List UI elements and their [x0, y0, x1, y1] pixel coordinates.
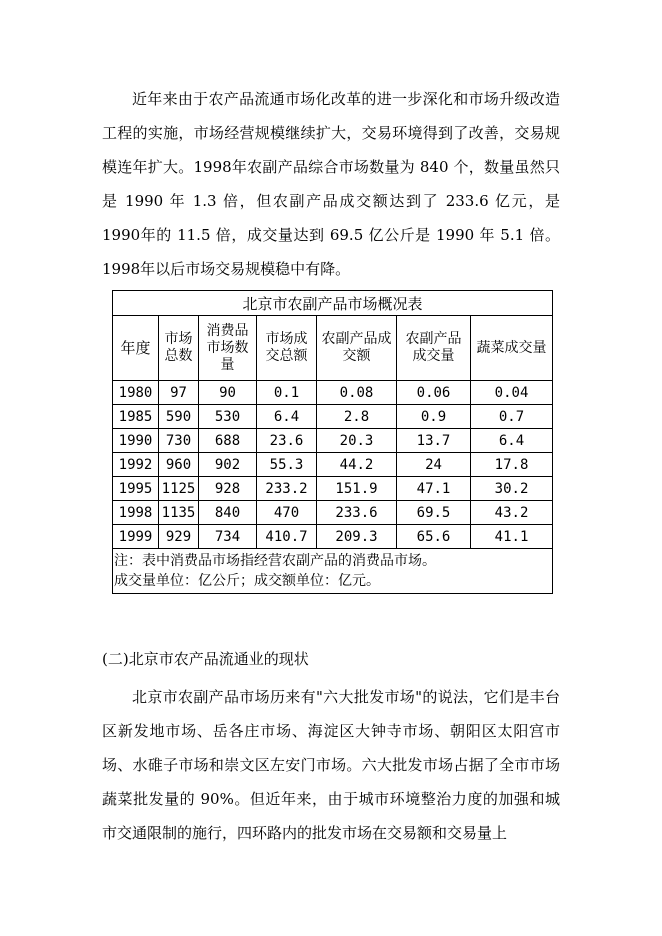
table-cell: 41.1 — [471, 525, 553, 549]
table-cell: 55.3 — [257, 453, 317, 477]
table-cell: 209.3 — [317, 525, 397, 549]
table-body — [113, 381, 553, 549]
table-cell: 6.4 — [471, 429, 553, 453]
table-cell: 20.3 — [317, 429, 397, 453]
table-cell: 688 — [199, 429, 257, 453]
table-cell: 470 — [257, 501, 317, 525]
table-cell: 47.1 — [397, 477, 471, 501]
table-cell: 1985 — [113, 405, 159, 429]
table-cell: 97 — [159, 381, 199, 405]
table-cell: 0.08 — [317, 381, 397, 405]
column-header: 农副产品成交额 — [317, 316, 397, 381]
table-row — [113, 405, 553, 429]
table-cell: 928 — [199, 477, 257, 501]
table-cell: 1992 — [113, 453, 159, 477]
table-cell: 1995 — [113, 477, 159, 501]
table-cell: 1135 — [159, 501, 199, 525]
column-header: 消费品市场数量 — [199, 316, 257, 381]
table-cell: 43.2 — [471, 501, 553, 525]
table-cell: 590 — [159, 405, 199, 429]
intro-paragraph: 近年来由于农产品流通市场化改革的进一步深化和市场升级改造工程的实施，市场经营规模继续扩大，交易环境得到了改善，交易规模连年扩大。1998年农副产品综合市场数量为 840 个，数量虽然只是 1990 年 1.3 倍，但农副产品成交额达到了 233.6 亿元，是 1990年的 11.5 倍，成交量达到 69.5 亿公斤是 1990 年 5.1 倍。1998年以后市场交易规模稳中有降。 — [102, 90, 560, 278]
table-header-row — [113, 316, 553, 381]
table-cell: 30.2 — [471, 477, 553, 501]
table-note-line: 成交量单位：亿公斤；成交额单位：亿元。 — [114, 573, 380, 589]
table-cell: 44.2 — [317, 453, 397, 477]
table-cell: 902 — [199, 453, 257, 477]
table-row — [113, 453, 553, 477]
table-cell: 1990 — [113, 429, 159, 453]
table-row — [113, 501, 553, 525]
table-cell: 1125 — [159, 477, 199, 501]
column-header: 市场成交总额 — [257, 316, 317, 381]
table-cell: 530 — [199, 405, 257, 429]
table-cell: 90 — [199, 381, 257, 405]
column-header: 蔬菜成交量 — [471, 316, 553, 381]
table-row — [113, 477, 553, 501]
column-header: 农副产品成交量 — [397, 316, 471, 381]
table-title: 北京市农副产品市场概况表 — [113, 291, 553, 316]
table-cell: 0.9 — [397, 405, 471, 429]
table-cell: 2.8 — [317, 405, 397, 429]
table-cell: 0.06 — [397, 381, 471, 405]
table-cell: 0.04 — [471, 381, 553, 405]
table-cell: 13.7 — [397, 429, 471, 453]
table-row — [113, 381, 553, 405]
table-cell: 1980 — [113, 381, 159, 405]
table-cell: 730 — [159, 429, 199, 453]
table-cell: 0.7 — [471, 405, 553, 429]
table-cell: 17.8 — [471, 453, 553, 477]
table-cell: 24 — [397, 453, 471, 477]
table-cell: 69.5 — [397, 501, 471, 525]
table-row — [113, 525, 553, 549]
table-cell: 1999 — [113, 525, 159, 549]
body-paragraph: 北京市农副产品市场历来有"六大批发市场"的说法，它们是丰台区新发地市场、岳各庄市场、海淀区大钟寺市场、朝阳区太阳宫市场、水碓子市场和崇文区左安门市场。六大批发市场占据了全市市场蔬菜批发量的 90%。但近年来，由于城市环境整治力度的加强和城市交通限制的施行，四环路内的批发市场在交易额和交易量上 — [102, 688, 560, 842]
table-cell: 410.7 — [257, 525, 317, 549]
table-cell: 0.1 — [257, 381, 317, 405]
section-heading: (二)北京市农产品流通业的现状 — [102, 650, 309, 668]
table-note-line: 注：表中消费品市场指经营农副产品的消费品市场。 — [114, 553, 436, 569]
column-header: 年度 — [113, 316, 159, 381]
table-cell: 233.2 — [257, 477, 317, 501]
column-header: 市场总数 — [159, 316, 199, 381]
table-cell: 929 — [159, 525, 199, 549]
table-cell: 23.6 — [257, 429, 317, 453]
table-cell: 65.6 — [397, 525, 471, 549]
table-cell: 233.6 — [317, 501, 397, 525]
table-cell: 734 — [199, 525, 257, 549]
table-cell: 840 — [199, 501, 257, 525]
table-cell: 151.9 — [317, 477, 397, 501]
table-cell: 6.4 — [257, 405, 317, 429]
table-cell: 960 — [159, 453, 199, 477]
market-overview-table — [112, 290, 553, 594]
table-note — [113, 549, 553, 594]
table-cell: 1998 — [113, 501, 159, 525]
table-row — [113, 429, 553, 453]
